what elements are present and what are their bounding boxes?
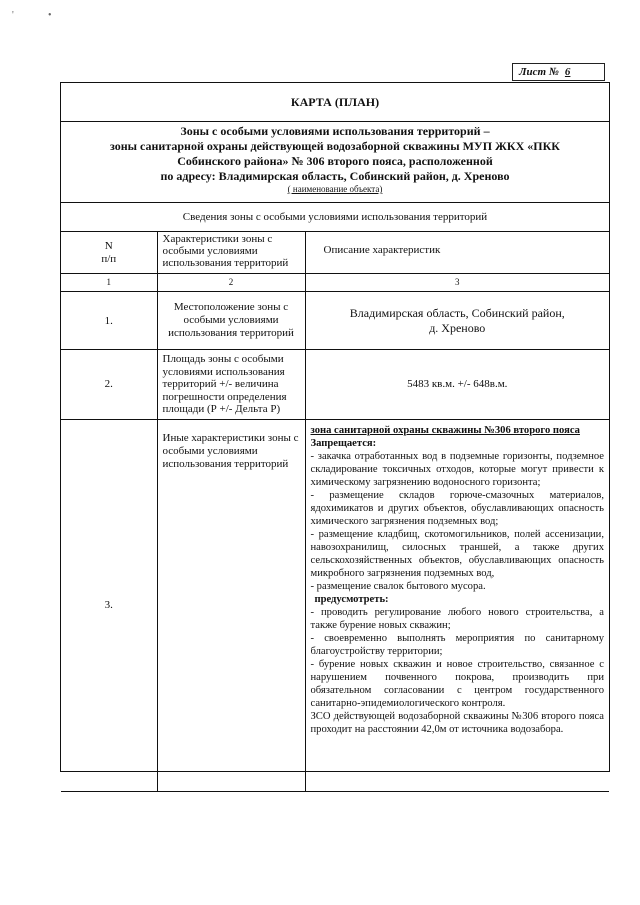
header-number	[61, 232, 157, 274]
provide-item: - своевременно выполнять мероприятия по санитарному благоустройству территории;	[310, 632, 604, 657]
zone-heading-line: по адресу: Владимирская область, Собинский район, д. Хреново	[160, 169, 510, 183]
document-title: КАРТА (ПЛАН)	[61, 83, 609, 122]
sheet-label: Лист №	[519, 66, 559, 78]
sheet-number: 6	[564, 66, 571, 78]
header-number-line: N	[104, 240, 113, 252]
location-line: Владимирская область, Собинский район,	[349, 305, 565, 320]
header-number-line: п/п	[101, 253, 117, 265]
corner-mark-left: '	[12, 10, 14, 21]
document-frame	[60, 82, 610, 772]
column-number: 3	[305, 274, 609, 292]
zone-heading-line: Собинского района» № 306 второго пояса, расположенной	[177, 154, 493, 168]
column-number: 2	[157, 274, 305, 292]
zone-heading-line: зоны санитарной охраны действующей водозаборной скважины МУП ЖКХ «ПКК	[109, 139, 561, 153]
row-characteristic: Иные характеристики зоны с особыми условиями использования территорий	[157, 419, 305, 791]
table-header-row	[61, 232, 609, 274]
zone-heading-line: Зоны с особыми условиями использования территорий –	[180, 124, 490, 138]
characteristics-table	[61, 231, 609, 792]
prohibited-item: - закачка отработанных вод в подземные горизонты, подземное складирование токсичных отходов, которые могут привести к химическому загрязнению водоносного горизонта;	[310, 450, 604, 488]
prohibited-item: - размещение кладбищ, скотомогильников, полей ассенизации, навозохранилищ, силосных траншей, а также других сельскохозяйственных объектов, обуславливающих опасность микробного загрязнения подземных вод,	[310, 528, 604, 579]
header-description: Описание характеристик	[305, 232, 609, 274]
row-description	[305, 292, 609, 350]
row-characteristic: Местоположение зоны с особыми условиями использования территорий	[157, 292, 305, 350]
column-number: 1	[61, 274, 157, 292]
prohibited-label: Запрещается:	[310, 437, 377, 449]
header-characteristic: Характеристики зоны с особыми условиями использования территорий	[157, 232, 305, 274]
table-row	[61, 292, 609, 350]
row-description	[305, 419, 609, 791]
row-number: 1.	[61, 292, 157, 350]
sheet-number-box	[512, 63, 605, 81]
section-title: Сведения зоны с особыми условиями использования территорий	[61, 203, 609, 232]
table-row	[61, 419, 609, 791]
table-row	[61, 350, 609, 420]
prohibited-item: - размещение свалок бытового мусора.	[310, 580, 486, 592]
row-characteristic: Площадь зоны с особыми условиями использования территорий +/- величина погрешности определения площади (Р +/- Дельта Р)	[157, 350, 305, 420]
closing-text: ЗСО действующей водозаборной скважины №306 второго пояса проходит на расстоянии 42,0м от источника водозабора.	[310, 710, 604, 735]
row-description: 5483 кв.м. +/- 648в.м.	[305, 350, 609, 420]
object-caption: ( наименование объекта)	[287, 184, 383, 194]
zone-title: зона санитарной охраны скважины №306 второго пояса	[310, 424, 580, 436]
column-number-row	[61, 274, 609, 292]
corner-mark-right: •	[48, 10, 52, 21]
prohibited-item: - размещение складов горюче-смазочных материалов, ядохимикатов и других объектов, обуславливающих опасность химического загрязнения подземных вод;	[310, 489, 604, 527]
zone-heading	[61, 121, 609, 203]
provide-item: - проводить регулирование любого нового строительства, а также бурение новых скважин;	[310, 606, 604, 631]
location-line: д. Хреново	[429, 320, 486, 335]
provide-label: предусмотреть:	[314, 593, 389, 605]
provide-item: - бурение новых скважин и новое строительство, связанное с нарушением почвенного покрова, производить при обязательном согласовании с центром государственного санитарно-эпидемиологического контроля.	[310, 658, 604, 709]
row-number: 3.	[61, 419, 157, 791]
row-number: 2.	[61, 350, 157, 420]
